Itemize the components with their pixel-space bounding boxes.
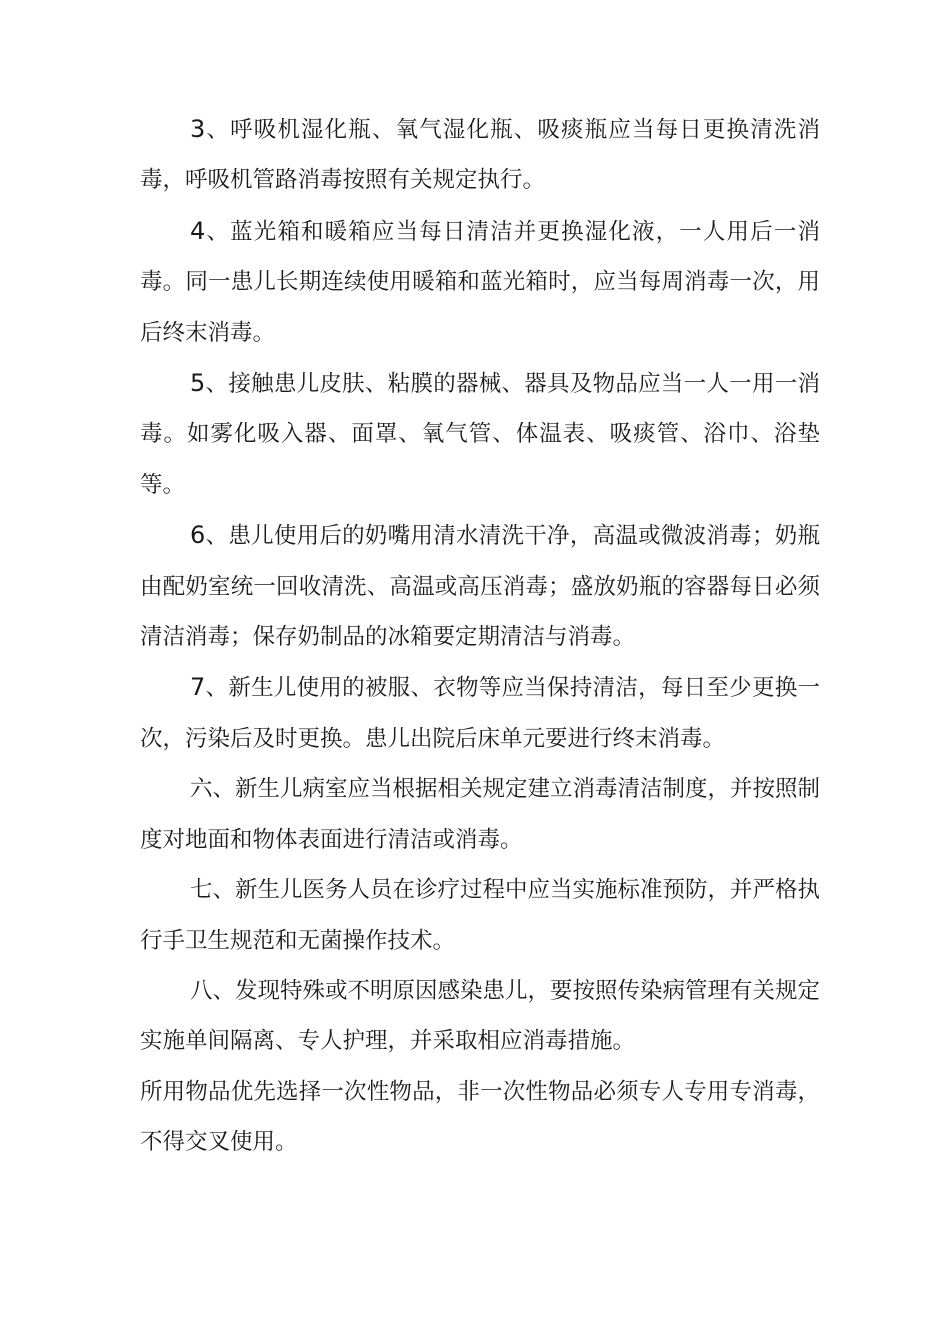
paragraph-closing: 所用物品优先选择一次性物品，非一次性物品必须专人专用专消毒，不得交叉使用。 (140, 1078, 820, 1156)
paragraph-section-7 (140, 865, 820, 966)
paragraph-item-3 (140, 104, 820, 206)
paragraph-section-6 (140, 764, 820, 865)
paragraph-item-4 (140, 206, 820, 358)
paragraph-text: 六、新生儿病室应当根据相关规定建立消毒清洁制度，并按照制度对地面和物体表面进行清洁或消毒。 (140, 776, 821, 853)
paragraph-number: 3 (190, 115, 206, 143)
paragraph-item-7 (140, 662, 820, 764)
paragraph-number: 6 (190, 521, 206, 550)
paragraph-text: 八、发现特殊或不明原因感染患儿，要按照传染病管理有关规定实施单间隔离、专人护理，并采取相应消毒措施。 (140, 977, 821, 1055)
paragraph-item-5 (140, 358, 820, 510)
paragraph-item-6 (140, 510, 820, 662)
paragraph-text: 、呼吸机湿化瓶、氧气湿化瓶、吸痰瓶应当每日更换清洗消毒，呼吸机管路消毒按照有关规定执行。 (140, 117, 820, 194)
paragraph-number: 7 (190, 673, 206, 702)
paragraph-text: 、蓝光箱和暖箱应当每日清洁并更换湿化液，一人用后一消毒。同一患儿长期连续使用暖箱和蓝光箱时，应当每周消毒一次，用后终末消毒。 (140, 218, 820, 346)
paragraph-text: 、新生儿使用的被服、衣物等应当保持清洁，每日至少更换一次，污染后及时更换。患儿出院后床单元要进行终末消毒。 (140, 675, 820, 752)
paragraph-text: 、患儿使用后的奶嘴用清水清洗干净，高温或微波消毒；奶瓶由配奶室统一回收清洗、高温或高压消毒；盛放奶瓶的容器每日必须清洁消毒；保存奶制品的冰箱要定期清洁与消毒。 (140, 523, 820, 651)
paragraph-section-8 (140, 966, 820, 1067)
document-page (140, 104, 820, 1168)
paragraph-number: 5 (190, 369, 206, 398)
paragraph-text: 七、新生儿医务人员在诊疗过程中应当实施标准预防，并严格执行手卫生规范和无菌操作技术。 (140, 877, 821, 954)
paragraph-text: 、接触患儿皮肤、粘膜的器械、器具及物品应当一人一用一消毒。如雾化吸入器、面罩、氧气管、体温表、吸痰管、浴巾、浴垫等。 (140, 371, 820, 498)
paragraph-number: 4 (190, 216, 206, 245)
